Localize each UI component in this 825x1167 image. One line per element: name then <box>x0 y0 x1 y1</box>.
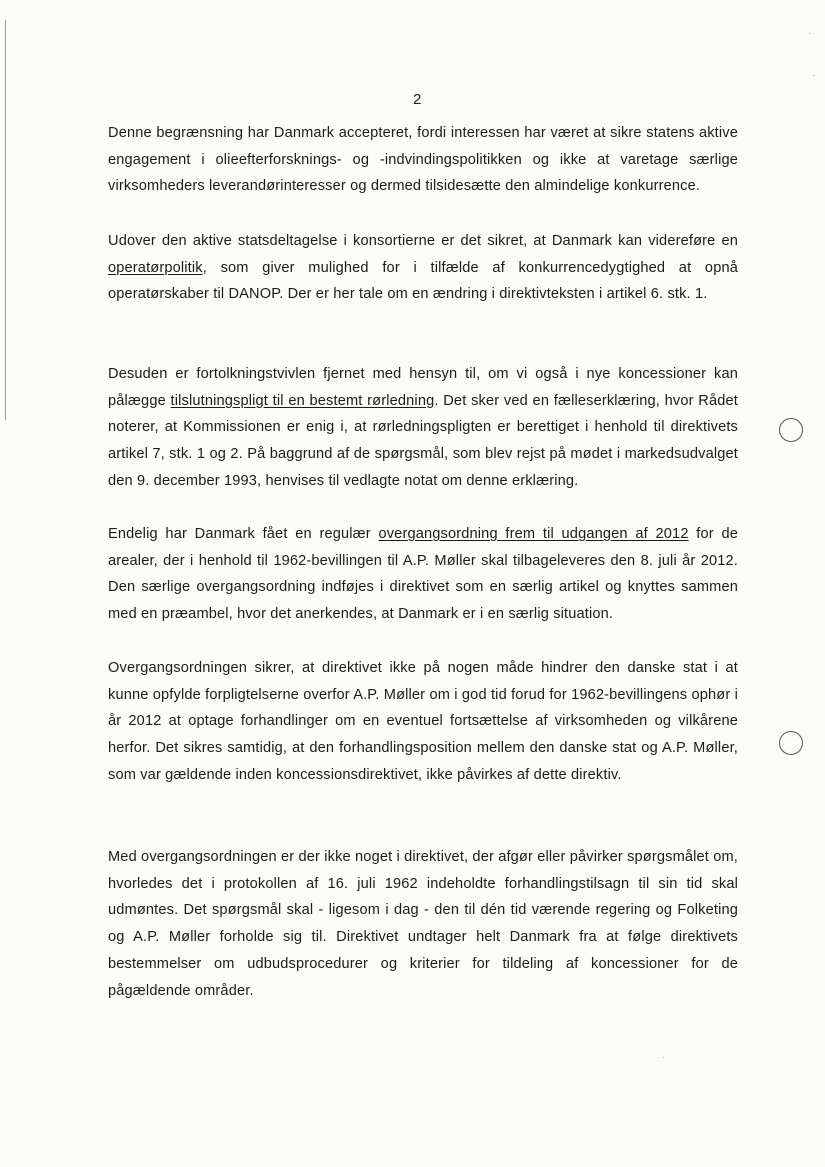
punch-hole-top <box>779 418 803 442</box>
paragraph-3-text-start: Desuden er fortolkningstvivlen fjernet med hensyn til, om vi også i nye koncessioner kan pålægge <box>108 366 738 409</box>
paragraph-4-text-end: for de arealer, der i henhold til 1962-bevillingen til A.P. Møller skal tilbageleveres den 8. juli år 2012. Den særlige overgangsordning indføjes i direktivet som en særlig artikel og knyttes sammen med en præambel, hvor det anerkendes, at Danmark er i en særlig situation. <box>108 526 738 623</box>
paragraph-4 <box>108 521 738 628</box>
underlined-phrase-tilslutningspligt: tilslutningspligt til en bestemt rørledning <box>170 392 435 409</box>
paragraph-1: Denne begrænsning har Danmark accepteret, fordi interessen har været at sikre statens aktive engagement i olieefterforsknings- og -indvindingspolitikken og ikke at varetage særlige virksomheders leverandørinteresser og dermed tilsidesætte den almindelige konkurrence. <box>108 125 738 195</box>
paragraph-4-text-start: Endelig har Danmark fået en regulær <box>108 526 379 542</box>
underlined-phrase-operatorpolitik: operatørpolitik <box>108 259 203 276</box>
paragraph-5: Overgangsordningen sikrer, at direktivet ikke på nogen måde hindrer den danske stat i at kunne opfylde forpligtelserne overfor A.P. Møller om i god tid forud for 1962-bevillingens ophør i år 2012 at optage forhandlinger om en eventuel fortsættelse af virksomheden og vilkårene herfor. Det sikres samtidig, at den forhandlingsposition mellem den danske stat og A.P. Møller, som var gældende inden koncessionsdirektivet, ikke påvirkes af dette direktiv. <box>108 660 738 783</box>
scan-speck: · <box>808 28 812 39</box>
paragraph-2-text-start: Udover den aktive statsdeltagelse i konsortierne er det sikret, at Danmark kan videreføre en <box>108 233 738 249</box>
scan-edge-line <box>5 20 6 420</box>
paragraph-2 <box>108 228 738 308</box>
paragraph-3-text-end: . Det sker ved en fælleserklæring, hvor Rådet noterer, at Kommissionen er enig i, at rørledningspligten er berettiget i henhold til direktivets artikel 7, stk. 1 og 2. På baggrund af de spørgsmål, som blev rejst på mødet i markedsudvalget den 9. december 1993, henvises til vedlagte notat om denne erklæring. <box>108 392 738 489</box>
scan-speck: · <box>812 70 816 81</box>
page-number: 2 <box>413 91 422 108</box>
scan-speck: · <box>662 1052 666 1063</box>
paragraph-6: Med overgangsordningen er der ikke noget i direktivet, der afgør eller påvirker spørgsmålet om, hvorledes det i protokollen af 16. juli 1962 indeholdte forhandlingstilsagn til sin tid skal udmøntes. Det spørgsmål skal - ligesom i dag - den til dén tid værende regering og Folketing og A.P. Møller forholde sig til. Direktivet undtager helt Danmark fra at følge direktivets bestemmelser om udbudsprocedurer og kriterier for tildeling af koncessioner for de pågældende områder. <box>108 849 738 999</box>
paragraph-2-text-end: , som giver mulighed for i tilfælde af konkurrencedygtighed at opnå operatørskaber til DANOP. Der er her tale om en ændring i direktivteksten i artikel 6. stk. 1. <box>108 259 738 303</box>
punch-hole-bottom <box>779 731 803 755</box>
paragraph-3 <box>108 361 738 495</box>
underlined-phrase-overgangsordning: overgangsordning frem til udgangen af 2012 <box>378 526 689 542</box>
